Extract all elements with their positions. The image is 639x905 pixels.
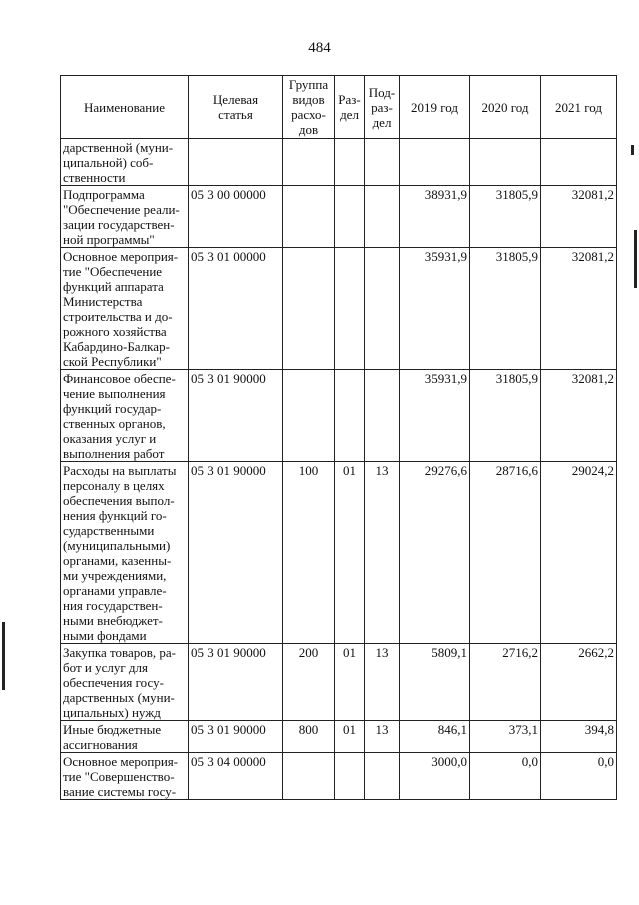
cell-subsection: 13 <box>365 462 400 644</box>
cell-2019: 3000,0 <box>400 753 470 800</box>
table-row <box>61 186 617 248</box>
cell-group <box>283 186 335 248</box>
cell-section: 01 <box>335 644 365 721</box>
margin-mark-left-bar <box>2 622 5 690</box>
cell-subsection <box>365 753 400 800</box>
cell-name: Иные бюджетные ассигнования <box>61 721 189 753</box>
cell-2020: 2716,2 <box>470 644 541 721</box>
header-2019: 2019 год <box>400 76 470 139</box>
cell-2021: 29024,2 <box>541 462 617 644</box>
cell-section <box>335 370 365 462</box>
cell-2021: 32081,2 <box>541 370 617 462</box>
cell-2020: 31805,9 <box>470 248 541 370</box>
cell-group: 800 <box>283 721 335 753</box>
header-section: Раз- дел <box>335 76 365 139</box>
cell-name: Основное мероприя- тие "Обеспечение функций аппарата Министерства строительства и до- рожного хозяйства Кабардино-Балкар- ской Республики" <box>61 248 189 370</box>
cell-2019: 35931,9 <box>400 248 470 370</box>
header-target: Целевая статья <box>189 76 283 139</box>
cell-2021: 2662,2 <box>541 644 617 721</box>
cell-2021: 32081,2 <box>541 248 617 370</box>
header-subsection: Под- раз- дел <box>365 76 400 139</box>
cell-2020: 31805,9 <box>470 186 541 248</box>
table-row <box>61 462 617 644</box>
cell-section <box>335 753 365 800</box>
cell-2019: 38931,9 <box>400 186 470 248</box>
cell-2019: 846,1 <box>400 721 470 753</box>
cell-subsection <box>365 186 400 248</box>
cell-subsection <box>365 248 400 370</box>
cell-section: 01 <box>335 721 365 753</box>
cell-2020: 373,1 <box>470 721 541 753</box>
cell-target-code <box>189 139 283 186</box>
cell-2021: 32081,2 <box>541 186 617 248</box>
cell-2020 <box>470 139 541 186</box>
cell-2021 <box>541 139 617 186</box>
table-row <box>61 644 617 721</box>
cell-target-code: 05 3 01 90000 <box>189 644 283 721</box>
cell-target-code: 05 3 01 00000 <box>189 248 283 370</box>
cell-group <box>283 139 335 186</box>
cell-section: 01 <box>335 462 365 644</box>
cell-subsection: 13 <box>365 644 400 721</box>
table-row <box>61 248 617 370</box>
cell-section <box>335 248 365 370</box>
margin-mark-right-top <box>631 145 634 155</box>
margin-mark-right-bar <box>634 230 637 288</box>
cell-name: Финансовое обеспе- чение выполнения функций государ- ственных органов, оказания услуг и выполнения работ <box>61 370 189 462</box>
cell-name: Подпрограмма "Обеспечение реали- зации государствен- ной программы" <box>61 186 189 248</box>
header-name: Наименование <box>61 76 189 139</box>
cell-group <box>283 753 335 800</box>
cell-name: Основное мероприя- тие "Совершенство- вание системы госу- <box>61 753 189 800</box>
cell-group <box>283 370 335 462</box>
cell-2021: 0,0 <box>541 753 617 800</box>
cell-target-code: 05 3 04 00000 <box>189 753 283 800</box>
cell-2020: 28716,6 <box>470 462 541 644</box>
page-number: 484 <box>308 40 331 56</box>
header-2020: 2020 год <box>470 76 541 139</box>
table-header-row <box>61 76 617 139</box>
cell-target-code: 05 3 01 90000 <box>189 721 283 753</box>
cell-2020: 31805,9 <box>470 370 541 462</box>
cell-name: дарственной (муни- ципальной) соб- ственности <box>61 139 189 186</box>
cell-section <box>335 139 365 186</box>
cell-group: 100 <box>283 462 335 644</box>
cell-group <box>283 248 335 370</box>
cell-2019: 35931,9 <box>400 370 470 462</box>
cell-2019: 29276,6 <box>400 462 470 644</box>
cell-target-code: 05 3 00 00000 <box>189 186 283 248</box>
cell-section <box>335 186 365 248</box>
table-row <box>61 370 617 462</box>
cell-2021: 394,8 <box>541 721 617 753</box>
table-row <box>61 721 617 753</box>
cell-group: 200 <box>283 644 335 721</box>
cell-2019: 5809,1 <box>400 644 470 721</box>
cell-name: Закупка товаров, ра- бот и услуг для обеспечения госу- дарственных (муни- ципальных) нужд <box>61 644 189 721</box>
cell-2019 <box>400 139 470 186</box>
header-2021: 2021 год <box>541 76 617 139</box>
cell-subsection <box>365 370 400 462</box>
table-row <box>61 753 617 800</box>
cell-target-code: 05 3 01 90000 <box>189 462 283 644</box>
table-row <box>61 139 617 186</box>
cell-name: Расходы на выплаты персоналу в целях обеспечения выпол- нения функций го- сударственными (муниципальными) органами, казенны- ми учреждениями, органами управле- ния государствен- ными внебюджет- ными фондами <box>61 462 189 644</box>
header-group: Группа видов расхо- дов <box>283 76 335 139</box>
cell-target-code: 05 3 01 90000 <box>189 370 283 462</box>
budget-table <box>60 75 617 800</box>
cell-subsection: 13 <box>365 721 400 753</box>
cell-2020: 0,0 <box>470 753 541 800</box>
cell-subsection <box>365 139 400 186</box>
